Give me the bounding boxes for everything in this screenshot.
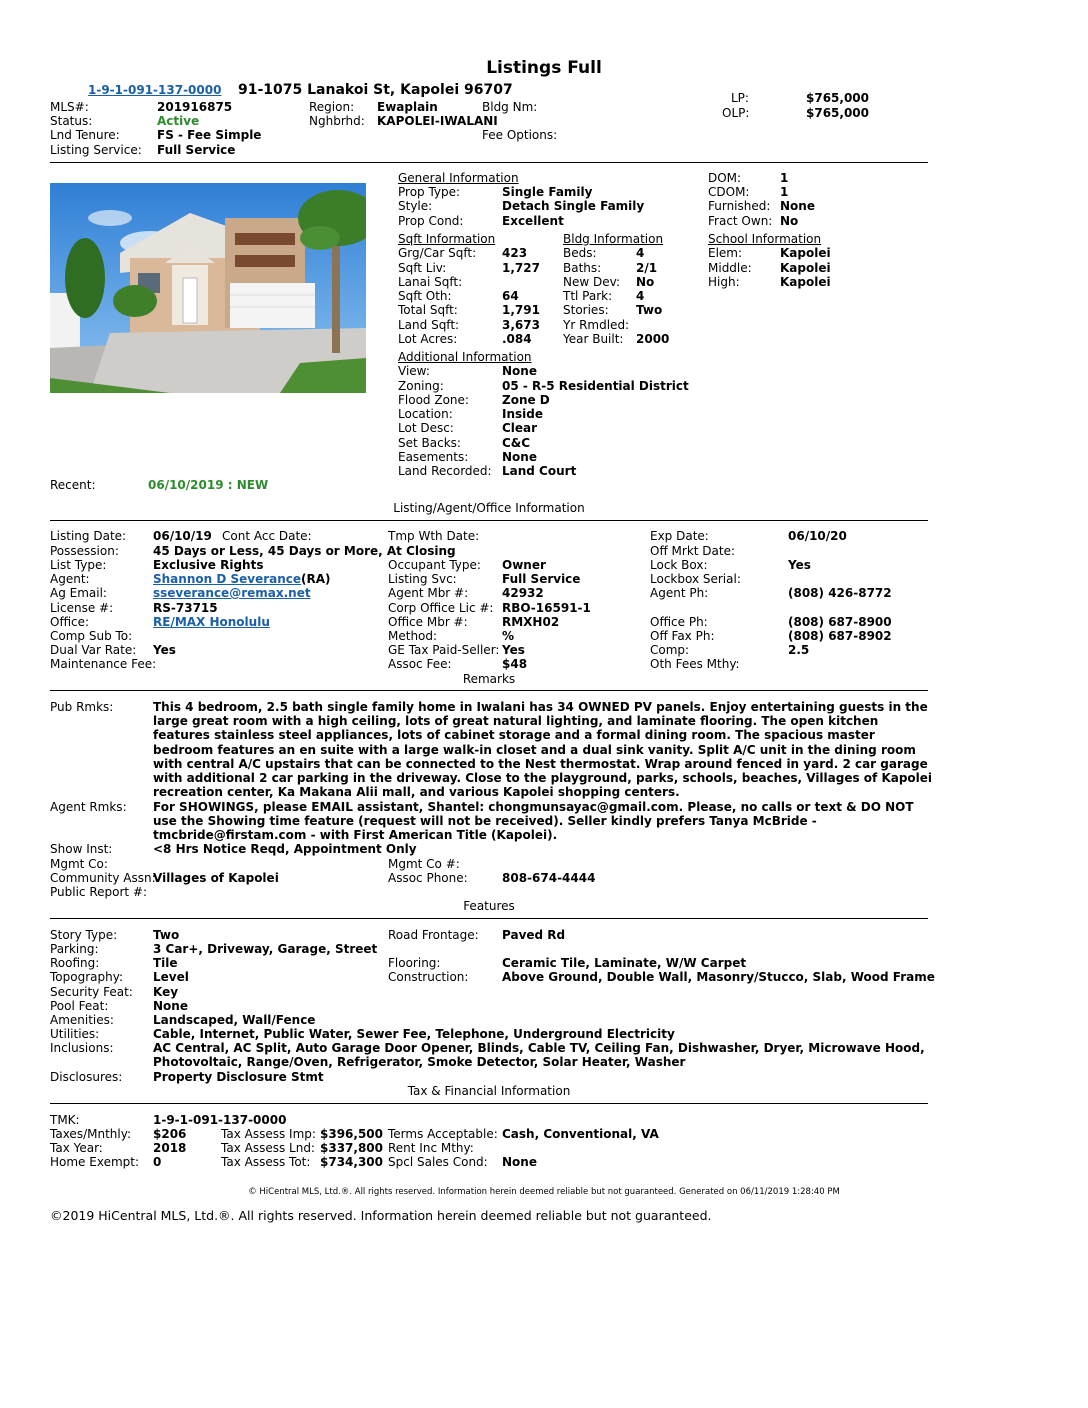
comp-value: 2.5 [788,643,810,657]
public-remarks: This 4 bedroom, 2.5 bath single family home in Iwalani has 34 OWNED PV panels. Enjoy entertaining guests in the large great room with a high ceiling, lots of great natural lighting, and laminate flooring. The open kitchen features stainless steel appliances, lots of cabinet storage and a formal dining room. The spacious master bedroom features an en suite with a large walk-in closet and a dual sink vanity. Split A/C unit in the dining room with central A/C upstairs that can be connected to the Nest thermostat. Wrap around fenced in yard. 2 car garage with additional 2 car parking in the driveway. Close to the playground, parks, schools, beaches, Villages of Kapolei recreation center, Ka Makana Alii mall, and various Kapolei shopping centers. [153,700,933,800]
field-label: Lockbox Serial: [650,572,741,586]
field-label: Show Inst: [50,842,113,856]
field-label: Sqft Oth: [398,289,452,303]
section-title-remarks: Remarks [462,672,516,686]
section-heading-sqft: Sqft Information [398,232,496,246]
list-type-value: Exclusive Rights [153,558,264,572]
bldg-value: No [636,275,655,289]
bldg-value: 4 [636,246,645,260]
field-label: Baths: [563,261,602,275]
assoc-fee-value: $48 [502,657,528,671]
field-label: View: [398,364,430,378]
terms-value: Cash, Conventional, VA [502,1127,659,1141]
field-label: Spcl Sales Cond: [388,1155,488,1169]
field-label: Lock Box: [650,558,708,572]
field-label: Stories: [563,303,609,317]
field-label: Agent Mbr #: [388,586,469,600]
mls-number: 201916875 [157,100,233,114]
field-label: Recent: [50,478,96,492]
school-value: Kapolei [780,261,831,275]
home-exempt-value: 0 [153,1155,162,1169]
field-label: Office: [50,615,90,629]
field-label: Agent Rmks: [50,800,127,814]
divider [50,520,928,521]
bldg-value: Two [636,303,663,317]
divider [50,690,928,691]
flooring-value: Ceramic Tile, Laminate, W/W Carpet [502,956,747,970]
field-label: Furnished: [708,199,771,213]
field-label: Land Sqft: [398,318,460,332]
field-label: Comp Sub To: [50,629,133,643]
status-value: Active [157,114,200,128]
field-label: Assoc Phone: [388,871,468,885]
tax-assess-imp-value: $396,500 [320,1127,384,1141]
cdom-value: 1 [780,185,789,199]
bldg-value: 2/1 [636,261,658,275]
field-label: Road Frontage: [388,928,479,942]
tax-assess-lnd-value: $337,800 [320,1141,384,1155]
section-title-features: Features [463,899,515,913]
additional-value: C&C [502,436,531,450]
disclosures-value: Property Disclosure Stmt [153,1070,324,1084]
field-label: Corp Office Lic #: [388,601,494,615]
field-label: Inclusions: [50,1041,114,1055]
additional-value: Clear [502,421,538,435]
field-label: CDOM: [708,185,750,199]
agent-phone-value: (808) 426-8772 [788,586,892,600]
spcl-sales-value: None [502,1155,537,1169]
additional-value: Zone D [502,393,550,407]
field-label: Assoc Fee: [388,657,452,671]
tmk-value: 1-9-1-091-137-0000 [153,1113,287,1127]
field-label: Tax Assess Lnd: [221,1141,315,1155]
section-heading-additional: Additional Information [398,350,532,364]
school-value: Kapolei [780,275,831,289]
field-label: Nghbrhd: [309,114,365,128]
listing-service: Full Service [157,143,236,157]
field-label: Sqft Liv: [398,261,447,275]
field-label: Exp Date: [650,529,709,543]
sqft-value: 423 [502,246,528,260]
field-label: Beds: [563,246,597,260]
road-frontage-value: Paved Rd [502,928,566,942]
field-label: License #: [50,601,114,615]
field-label: Construction: [388,970,469,984]
recent-value: 06/10/2019 : NEW [148,478,269,492]
agent-line [153,572,331,586]
field-label: Land Recorded: [398,464,492,478]
dual-var-value: Yes [153,643,176,657]
show-inst-value: <8 Hrs Notice Reqd, Appointment Only [153,842,417,856]
page-title: Listings Full [486,58,602,78]
bldg-value: 2000 [636,332,670,346]
field-label: Mgmt Co: [50,857,108,871]
agent-remarks: For SHOWINGS, please EMAIL assistant, Shantel: chongmunsayac@gmail.com. Please, no calls or text & DO NOT use the Showing time feature (request will not be received). Seller kindly prefers Tanya McBride - tmcbride@firstam.com - with First American Title (Kapolei). [153,800,914,843]
listing-address: 91-1075 Lanakoi St, Kapolei 96707 [238,82,513,98]
field-label: List Type: [50,558,107,572]
field-label: Flooring: [388,956,441,970]
assoc-phone-value: 808-674-4444 [502,871,596,885]
additional-value: Inside [502,407,543,421]
field-label: Taxes/Mnthly: [50,1127,131,1141]
field-label: Style: [398,199,433,213]
additional-value: 05 - R-5 Residential District [502,379,689,393]
feature-value: None [153,999,188,1013]
field-label: Cont Acc Date: [222,529,312,543]
feature-value: Tile [153,956,178,970]
field-label: Amenities: [50,1013,114,1027]
agent-mbr-value: 42932 [502,586,544,600]
section-title-agent: Listing/Agent/Office Information [393,501,585,515]
field-label: Fract Own: [708,214,773,228]
field-label: DOM: [708,171,742,185]
field-label: Terms Acceptable: [388,1127,498,1141]
field-label: Yr Rmdled: [563,318,630,332]
field-label: Zoning: [398,379,444,393]
field-label: Location: [398,407,453,421]
field-label: Listing Svc: [388,572,457,586]
field-label: Lanai Sqft: [398,275,463,289]
field-label: Comp: [650,643,690,657]
divider [50,1103,928,1104]
field-label: Dual Var Rate: [50,643,137,657]
land-tenure: FS - Fee Simple [157,128,262,142]
listing-svc-value: Full Service [502,572,581,586]
field-label: Method: [388,629,438,643]
divider [50,918,928,919]
field-label: Off Fax Ph: [650,629,715,643]
field-label: Parking: [50,942,99,956]
field-label: Disclosures: [50,1070,123,1084]
field-label: High: [708,275,740,289]
field-label: Flood Zone: [398,393,469,407]
field-label: Topography: [50,970,123,984]
community-value: Villages of Kapolei [153,871,279,885]
sqft-value: .084 [502,332,532,346]
feature-value: Two [153,928,180,942]
field-label: Set Backs: [398,436,461,450]
agent-name-link[interactable]: Shannon D Severance [153,572,302,586]
field-label: LP: [731,91,749,105]
style-value: Detach Single Family [502,199,645,213]
field-label: Status: [50,114,93,128]
field-label: Community Assn: [50,871,156,885]
possession-value: 45 Days or Less, 45 Days or More, At Closing [153,544,456,558]
sqft-value: 64 [502,289,519,303]
field-label: Tax Assess Imp: [221,1127,316,1141]
field-label: Ttl Park: [563,289,613,303]
tax-assess-tot-value: $734,300 [320,1155,384,1169]
field-label: OLP: [722,106,750,120]
field-label: Story Type: [50,928,118,942]
field-label: Home Exempt: [50,1155,140,1169]
field-label: New Dev: [563,275,621,289]
agent-suffix: (RA) [301,572,331,586]
field-label: Off Mrkt Date: [650,544,736,558]
feature-value: 3 Car+, Driveway, Garage, Street [153,942,378,956]
region-value: Ewaplain [377,100,438,114]
field-label: Grg/Car Sqft: [398,246,477,260]
feature-value: Cable, Internet, Public Water, Sewer Fee, Telephone, Underground Electricity [153,1027,675,1041]
section-heading-general: General Information [398,171,519,185]
section-heading-school: School Information [708,232,822,246]
sqft-value: 1,727 [502,261,540,275]
field-label: Elem: [708,246,743,260]
exp-date-value: 06/10/20 [788,529,847,543]
field-label: Prop Cond: [398,214,464,228]
field-label: Security Feat: [50,985,133,999]
field-label: Possession: [50,544,119,558]
field-label: Lot Desc: [398,421,454,435]
agent-email-link[interactable]: sseverance@remax.net [153,586,311,600]
method-value: % [502,629,515,643]
sqft-value: 1,791 [502,303,540,317]
field-label: Region: [309,100,355,114]
field-label: Pool Feat: [50,999,109,1013]
school-value: Kapolei [780,246,831,260]
feature-value: Level [153,970,189,984]
furnished-value: None [780,199,815,213]
listing-date: 06/10/19 [153,529,212,543]
feature-value: Landscaped, Wall/Fence [153,1013,316,1027]
field-label: Utilities: [50,1027,100,1041]
field-label: Public Report #: [50,885,148,899]
inclusions-value: AC Central, AC Split, Auto Garage Door Opener, Blinds, Cable TV, Ceiling Fan, Dishwasher, Dryer, Microwave Hood, Photovoltaic, Range/Oven, Refrigerator, Smoke Detector, Solar Heater, Washer [153,1041,925,1070]
field-label: Prop Type: [398,185,461,199]
office-mbr-value: RMXH02 [502,615,560,629]
field-label: Lot Acres: [398,332,458,346]
ge-tax-value: Yes [502,643,525,657]
field-label: Ag Email: [50,586,107,600]
field-label: Middle: [708,261,752,275]
corp-lic-value: RBO-16591-1 [502,601,591,615]
field-label: Oth Fees Mthy: [650,657,740,671]
field-label: Listing Service: [50,143,142,157]
fract-own-value: No [780,214,799,228]
bldg-value: 4 [636,289,645,303]
construction-value: Above Ground, Double Wall, Masonry/Stucco, Slab, Wood Frame [502,970,935,984]
license-value: RS-73715 [153,601,218,615]
section-heading-bldg: Bldg Information [563,232,664,246]
field-label: Rent Inc Mthy: [388,1141,474,1155]
tax-year-value: 2018 [153,1141,187,1155]
taxes-monthly-value: $206 [153,1127,187,1141]
section-title-tax: Tax & Financial Information [407,1084,571,1098]
prop-cond: Excellent [502,214,564,228]
field-label: Listing Date: [50,529,127,543]
additional-value: None [502,450,537,464]
tmk-link[interactable]: 1-9-1-091-137-0000 [88,83,222,97]
field-label: TMK: [50,1113,80,1127]
prop-type: Single Family [502,185,593,199]
neighborhood-value: KAPOLEI-IWALANI [377,114,498,128]
occupant-value: Owner [502,558,546,572]
original-list-price: $765,000 [806,106,870,120]
field-label: Maintenance Fee: [50,657,157,671]
lock-box-value: Yes [788,558,811,572]
divider [50,162,928,163]
field-label: Roofing: [50,956,100,970]
field-label: Year Built: [563,332,624,346]
generated-footer: © HiCentral MLS, Ltd.®. All rights reserved. Information herein deemed reliable but not guaranteed. Generated on 06/11/2019 1:28:40 PM [248,1187,840,1197]
field-label: Tax Year: [50,1141,103,1155]
field-label: Lnd Tenure: [50,128,120,142]
copyright-footer: ©2019 HiCentral MLS, Ltd.®. All rights reserved. Information herein deemed reliable but not guaranteed. [50,1208,712,1223]
additional-value: None [502,364,537,378]
field-label: Tmp Wth Date: [388,529,480,543]
field-label: Agent Ph: [650,586,709,600]
dom-value: 1 [780,171,789,185]
field-label: Office Ph: [650,615,708,629]
field-label: Mgmt Co #: [388,857,460,871]
field-label: Office Mbr #: [388,615,468,629]
property-photo [50,183,366,393]
field-label: Tax Assess Tot: [221,1155,311,1169]
additional-value: Land Court [502,464,577,478]
feature-value: Key [153,985,179,999]
list-price: $765,000 [806,91,870,105]
field-label: Pub Rmks: [50,700,114,714]
field-label: MLS#: [50,100,89,114]
field-label: GE Tax Paid-Seller: [388,643,500,657]
field-label: Fee Options: [482,128,558,142]
field-label: Easements: [398,450,469,464]
field-label: Occupant Type: [388,558,481,572]
office-fax-value: (808) 687-8902 [788,629,892,643]
office-phone-value: (808) 687-8900 [788,615,892,629]
field-label: Total Sqft: [398,303,458,317]
sqft-value: 3,673 [502,318,540,332]
office-link[interactable]: RE/MAX Honolulu [153,615,270,629]
field-label: Bldg Nm: [482,100,538,114]
field-label: Agent: [50,572,90,586]
